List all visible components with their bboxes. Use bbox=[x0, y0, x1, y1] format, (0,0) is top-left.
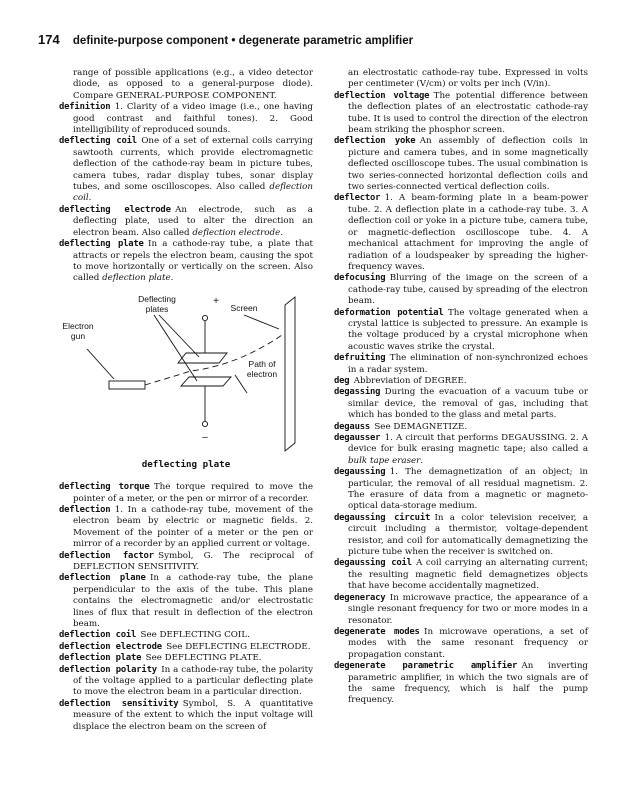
entry-definition: See DEFLECTING PLATE. bbox=[145, 653, 262, 664]
dictionary-entry bbox=[334, 273, 588, 307]
entry-tail: . bbox=[280, 227, 284, 238]
dictionary-entry bbox=[334, 627, 588, 661]
right-entries bbox=[334, 68, 588, 707]
dictionary-entry bbox=[334, 376, 588, 387]
dictionary-entry bbox=[334, 91, 588, 137]
dictionary-entry bbox=[59, 630, 313, 641]
entry-headword: degeneracy bbox=[334, 592, 386, 603]
dictionary-entry bbox=[334, 68, 588, 91]
entry-definition: In a color television receiver, a circuit including a thermistor, voltage-dependent resistor, and coil for automatically demagnetizing the picture tube when the receiver is switched on. bbox=[348, 512, 589, 558]
entry-headword: degaussing circuit bbox=[334, 512, 431, 523]
dictionary-entry bbox=[334, 353, 588, 376]
label-plus: + bbox=[213, 295, 219, 307]
dictionary-entry bbox=[334, 661, 588, 707]
entry-headword: defocusing bbox=[334, 273, 386, 284]
entry-headword: deflection yoke bbox=[334, 136, 416, 147]
entry-tail: . bbox=[170, 273, 174, 284]
entry-definition: In microwave practice, the appearance of a single resonant frequency for two or more modes in a resonator. bbox=[348, 592, 588, 626]
entry-definition: Blurring of the image on the screen of a cathode-ray tube, caused by spreading of the electron beam. bbox=[348, 273, 588, 307]
entry-headword: deflection sensitivity bbox=[59, 698, 179, 709]
entry-definition: 1. The demagnetization of an object; in particular, the removal of all residual magnetism. 2. The erasure of data from a magnetic or magneto-optical data-storage medium. bbox=[348, 467, 588, 512]
entry-definition: See DEFLECTING COIL. bbox=[140, 630, 250, 641]
lower-terminal bbox=[202, 421, 207, 426]
dictionary-entry bbox=[334, 422, 588, 433]
label-minus: – bbox=[202, 431, 208, 443]
entry-headword: deflection coil bbox=[59, 630, 137, 641]
entry-headword: defruiting bbox=[334, 353, 386, 364]
dictionary-entry bbox=[59, 505, 313, 551]
entry-definition: During the evacuation of a vacuum tube or similar device, the removal of gas, including that which has bonded to the glass and metal parts. bbox=[348, 387, 588, 421]
dictionary-entry bbox=[59, 573, 313, 630]
dictionary-entry bbox=[59, 136, 313, 204]
dictionary-entry bbox=[334, 513, 588, 559]
entry-headword: degenerate modes bbox=[334, 626, 420, 637]
entry-headword: deflection polarity bbox=[59, 664, 157, 675]
entry-headword: deflector bbox=[334, 193, 381, 204]
dictionary-entry bbox=[334, 433, 588, 467]
entry-headword: degaussing coil bbox=[334, 558, 412, 569]
entry-definition: An inverting parametric amplifier, in which the two signals are of the same frequency, which is half the pump frequency. bbox=[348, 661, 588, 706]
entry-definition: The voltage generated when a crystal lattice is subjected to pressure. An example is the voltage produced by a crystal microphone when acoustic waves strike the crystal. bbox=[348, 307, 589, 352]
entry-headword: deg bbox=[334, 375, 350, 386]
entry-headword: deflecting electrode bbox=[59, 204, 171, 215]
entry-definition: The elimination of non-synchronized echoes in a radar system. bbox=[348, 353, 588, 375]
entry-headword: deflection bbox=[59, 504, 111, 515]
entry-definition: an electrostatic cathode-ray tube. Expressed in volts per centimeter (V/cm) or volts per inch (V/in). bbox=[348, 68, 588, 90]
entry-definition: See DEFLECTING ELECTRODE. bbox=[166, 641, 311, 652]
running-header bbox=[38, 32, 598, 48]
dictionary-entry bbox=[334, 136, 588, 193]
entry-tail: . bbox=[420, 455, 424, 466]
entry-definition: 1. A circuit that performs DEGAUSSING. 2. A device for bulk erasing magnetic tape; also called a bbox=[348, 433, 588, 455]
entry-definition: Symbol, G. The reciprocal of DEFLECTION SENSITIVITY. bbox=[73, 550, 313, 572]
entry-headword: degenerate parametric amplifier bbox=[334, 661, 518, 672]
entry-italic-term: bulk tape eraser bbox=[348, 455, 421, 466]
page-number: 174 bbox=[38, 32, 60, 47]
entry-definition: One of a set of external coils carrying sawtooth currents, which provide electromagnetic deflection of the cathode-ray beam in picture tubes, camera tubes, radar display tubes, sonar display tubes, and some oscilloscopes. Also called bbox=[73, 136, 313, 193]
entry-italic-term: deflection coil bbox=[73, 182, 313, 204]
entry-headword: definition bbox=[59, 102, 111, 113]
dictionary-entry bbox=[59, 482, 313, 505]
left-entries-bottom bbox=[59, 482, 313, 733]
leader-screen bbox=[244, 315, 279, 329]
dictionary-entry bbox=[59, 699, 313, 733]
entry-definition: 1. Clarity of a video image (i.e., one having good contrast and faithful tones). 2. Good intelligibility of reproduced sounds. bbox=[73, 102, 313, 136]
entry-headword: deflection voltage bbox=[334, 90, 430, 101]
label-electron-gun: Electron gun bbox=[62, 320, 94, 341]
dictionary-entry bbox=[59, 665, 313, 699]
entry-headword: deflecting coil bbox=[59, 136, 137, 147]
entry-definition: See DEMAGNETIZE. bbox=[374, 421, 468, 432]
leader-gun bbox=[87, 349, 114, 379]
entry-definition: In microwave operations, a set of modes with the same resonant frequency or propagation constant. bbox=[348, 626, 589, 660]
entry-headword: deformation potential bbox=[334, 307, 444, 318]
dictionary-entry bbox=[334, 558, 588, 592]
label-deflecting-plates: Deflecting plates bbox=[138, 293, 176, 314]
deflecting-plate-figure bbox=[59, 293, 313, 453]
dictionary-entry bbox=[59, 551, 313, 574]
lower-plate-shape bbox=[181, 377, 231, 386]
entry-definition: 1. In a cathode-ray tube, movement of the electron beam by electric or magnetic fields. 2. Movement of the pointer of a meter or the pen or mirror of a recorder by an applied current or voltage. bbox=[73, 504, 313, 550]
label-screen: Screen bbox=[230, 302, 258, 313]
dictionary-entry bbox=[334, 387, 588, 421]
upper-plate-shape bbox=[178, 353, 227, 363]
entry-headword: deflecting plate bbox=[59, 239, 144, 250]
entry-headword: degassing bbox=[334, 387, 381, 398]
entry-headword: deflecting torque bbox=[59, 482, 150, 493]
entry-headword: degausser bbox=[334, 433, 381, 443]
entry-definition: In a cathode-ray tube, a plate that attracts or repels the electron beam, causing the spot to move horizontally or vertically on the screen. Also called bbox=[73, 239, 314, 284]
dictionary-entry bbox=[334, 308, 588, 354]
figure-caption: deflecting plate bbox=[141, 458, 231, 470]
entry-tail: . bbox=[88, 193, 92, 204]
right-column bbox=[334, 68, 588, 707]
entry-definition: The torque required to move the pointer of a meter, or the pen or mirror of a recorder. bbox=[73, 482, 314, 504]
entry-definition: A coil carrying an alternating current; the resulting magnetic field demagnetizes objects that have become accidentally magnetized. bbox=[348, 558, 588, 592]
dictionary-entry bbox=[59, 653, 313, 664]
screen-shape bbox=[285, 297, 295, 451]
dictionary-entry bbox=[334, 593, 588, 627]
entry-definition: An assembly of deflection coils in picture and camera tubes, and in some magnetically deflected oscilloscope tubes. The usual combination is two series-connected horizontal deflection coils and two series-connected vertical deflection coils. bbox=[348, 136, 588, 193]
dictionary-entry bbox=[59, 239, 313, 285]
entry-definition: Abbreviation of DEGREE. bbox=[353, 375, 467, 386]
dictionary-entry bbox=[59, 102, 313, 136]
dictionary-entry bbox=[59, 205, 313, 239]
entry-definition: 1. A beam-forming plate in a beam-power tube. 2. A deflection plate in a cathode-ray tube. 3. A deflection coil or yoke in a picture tube, camera tube, or magnetic-deflection oscilloscope tube. 4. A mechanical attachment for improving the angle of radiation of a loudspeaker by spreading the higher-frequency waves. bbox=[348, 193, 588, 272]
entry-italic-term: deflection electrode bbox=[192, 227, 281, 238]
entry-italic-term: deflection plate bbox=[102, 273, 171, 284]
entry-headword: deflection plane bbox=[59, 573, 146, 584]
entry-headword: degaussing bbox=[334, 467, 386, 478]
dictionary-entry bbox=[334, 467, 588, 513]
electron-gun-shape bbox=[109, 381, 145, 389]
left-column bbox=[59, 68, 313, 733]
entry-definition: An electrode, such as a deflecting plate, used to alter the direction an electron beam. Also called bbox=[73, 204, 313, 238]
entry-definition: Symbol, S. A quantitative measure of the extent to which the input voltage will displace the electron beam on the screen of bbox=[73, 698, 313, 732]
running-title: definite-purpose component • degenerate parametric amplifier bbox=[72, 35, 414, 47]
entry-definition: The potential difference between the deflection plates of an electrostatic cathode-ray tube. It is used to control the direction of the electron beam striking the phosphor screen. bbox=[348, 90, 589, 136]
entry-headword: degauss bbox=[334, 421, 371, 432]
left-entries-top bbox=[59, 68, 313, 285]
entry-headword: deflection factor bbox=[59, 550, 154, 561]
dictionary-entry bbox=[59, 68, 313, 102]
label-path-of-electron: Path of electron bbox=[246, 358, 278, 379]
entry-headword: deflection plate bbox=[59, 653, 142, 664]
entry-headword: deflection electrode bbox=[59, 641, 162, 652]
leader-plates-1 bbox=[159, 315, 199, 357]
upper-terminal bbox=[202, 315, 207, 320]
dictionary-entry bbox=[59, 642, 313, 653]
entry-definition: In a cathode-ray tube, the plane perpendicular to the axis of the tube. This plane contains the electromagnetic and/or electrostatic lines of flux that result in deflection of the electron beam. bbox=[73, 573, 313, 629]
entry-definition: In a cathode-ray tube, the polarity of the voltage applied to a particular deflecting plate to move the electron beam in a particular direction. bbox=[73, 664, 313, 698]
entry-definition: range of possible applications (e.g., a video detector diode, as opposed to a general-purpose diode). Compare GENERAL-PURPOSE COMPONENT. bbox=[73, 68, 313, 101]
dictionary-entry bbox=[334, 193, 588, 273]
